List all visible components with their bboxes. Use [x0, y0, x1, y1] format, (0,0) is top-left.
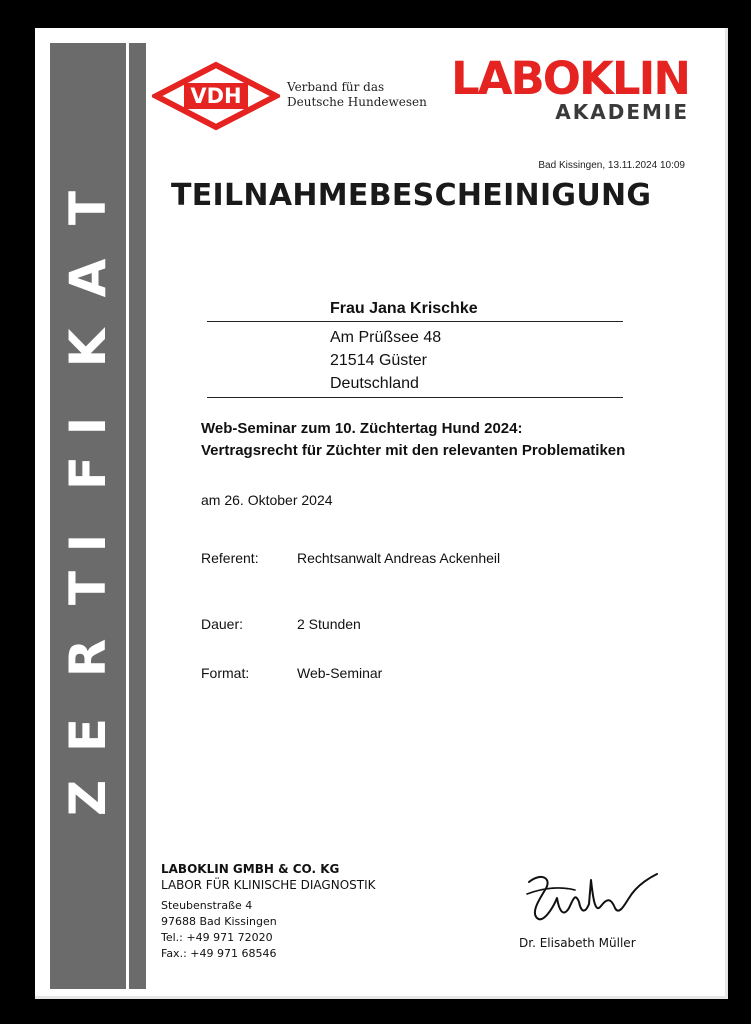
vdh-line: Verband für das	[287, 80, 385, 94]
company-street: Steubenstraße 4	[161, 899, 253, 912]
sidebar-letter: F	[59, 455, 117, 491]
recipient-country: Deutschland	[330, 375, 419, 392]
seminar-date: am 26. Oktober 2024	[201, 492, 333, 508]
sidebar-letter: I	[59, 533, 117, 553]
recipient-street: Am Prüßsee 48	[330, 329, 442, 346]
vdh-logo	[152, 61, 280, 131]
laboklin-wordmark: LABOKLIN	[450, 52, 689, 105]
sidebar-letter: A	[59, 258, 117, 298]
referent-value: Rechtsanwalt Andreas Ackenheil	[297, 550, 501, 566]
format-value: Web-Seminar	[297, 665, 383, 681]
sidebar-stripe	[126, 43, 129, 989]
sidebar-letter: T	[59, 190, 117, 226]
laboklin-akademie: AKADEMIE	[555, 100, 689, 124]
page-shadow	[35, 996, 728, 999]
format-label: Format:	[201, 665, 250, 681]
company-phone: Tel.: +49 971 72020	[161, 931, 273, 944]
recipient-name: Frau Jana Krischke	[330, 300, 478, 317]
dauer-label: Dauer:	[201, 616, 244, 632]
sidebar-letter: E	[59, 717, 117, 753]
certificate-page	[35, 28, 725, 998]
company-fax: Fax.: +49 971 68546	[161, 947, 277, 960]
vdh-line: Deutsche Hundewesen	[287, 95, 427, 109]
seminar-title	[201, 418, 625, 462]
issue-date: Bad Kissingen, 13.11.2024 10:09	[538, 160, 685, 171]
vdh-name	[287, 80, 427, 110]
dauer-value: 2 Stunden	[297, 616, 361, 632]
sidebar-letter: T	[59, 570, 117, 606]
certificate-title: TEILNAHMEBESCHEINIGUNG	[171, 178, 652, 213]
signature	[523, 868, 663, 930]
sidebar-letter: I	[59, 416, 117, 436]
referent-label: Referent:	[201, 550, 259, 566]
divider	[207, 397, 623, 398]
recipient-city: 21514 Güster	[330, 352, 427, 369]
sidebar-letter: K	[59, 328, 117, 368]
signatory-name: Dr. Elisabeth Müller	[519, 936, 636, 950]
divider	[207, 321, 623, 322]
company-city: 97688 Bad Kissingen	[161, 915, 277, 928]
laboklin-logo	[449, 52, 689, 126]
seminar-line: Vertragsrecht für Züchter mit den relevanten Problematiken	[201, 442, 626, 459]
page-shadow	[725, 28, 728, 998]
seminar-line: Web-Seminar zum 10. Züchtertag Hund 2024:	[201, 420, 523, 437]
sidebar-letter: Z	[59, 779, 117, 817]
company-subtitle: LABOR FÜR KLINISCHE DIAGNOSTIK	[161, 878, 376, 892]
company-name: LABOKLIN GMBH & CO. KG	[161, 862, 340, 876]
vdh-badge-text: VDH	[190, 84, 242, 108]
sidebar-letter: R	[59, 638, 117, 678]
